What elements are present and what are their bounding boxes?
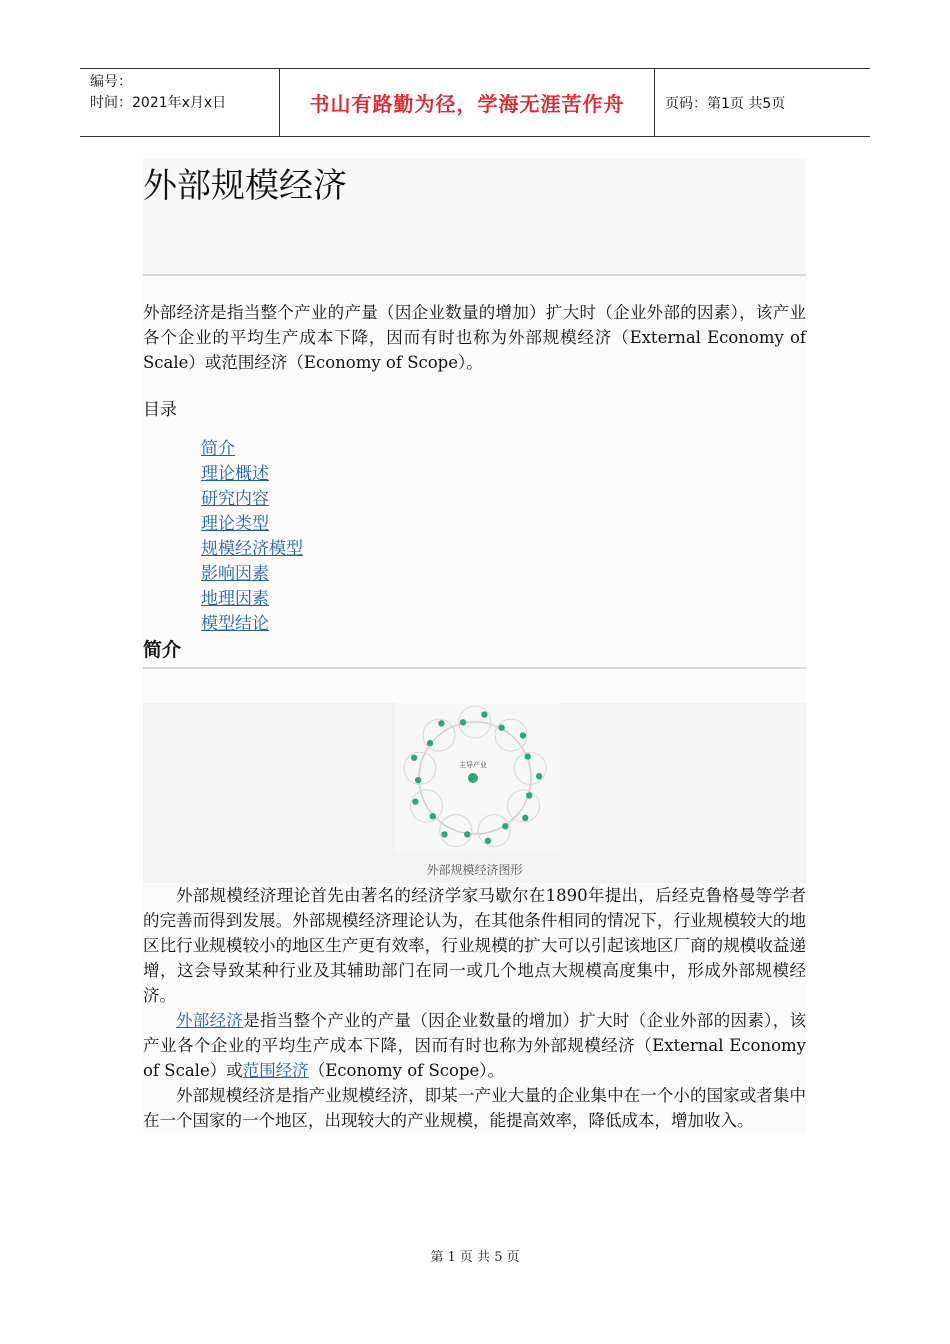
document-header — [80, 68, 870, 137]
paragraph-2-text-b: （Economy of Scope）。 — [308, 1061, 505, 1080]
time-label: 时间：2021年x月x日 — [90, 95, 227, 111]
cluster-node — [438, 720, 444, 726]
cluster-node — [502, 823, 508, 829]
toc-link-theory-overview[interactable]: 理论概述 — [201, 464, 269, 484]
cluster-node — [520, 732, 526, 738]
cluster-node — [464, 831, 470, 837]
figure-caption: 外部规模经济图形 — [426, 863, 523, 877]
cluster-node — [526, 792, 532, 798]
toc-item[interactable] — [201, 462, 806, 487]
toc-item[interactable] — [201, 537, 806, 562]
figure-center-label: 主导产业 — [459, 761, 487, 769]
cluster-node — [430, 813, 436, 819]
toc-link-research[interactable]: 研究内容 — [201, 489, 269, 509]
number-label: 编号： — [90, 74, 132, 90]
cluster-diagram-image — [395, 703, 560, 851]
link-economy-of-scope[interactable]: 范围经济 — [242, 1061, 309, 1080]
section-title: 简介 — [143, 637, 806, 669]
paragraph-3: 外部规模经济是指产业规模经济，即某一产业大量的企业集中在一个小的国家或者集中在一个国家的一个地区，出现较大的产业规模，能提高效率，降低成本，增加收入。 — [143, 1086, 806, 1130]
toc-item[interactable] — [201, 587, 806, 612]
section-text — [143, 883, 806, 1133]
toc-link-factors[interactable]: 影响因素 — [201, 564, 269, 584]
header-page-info: 页码：第1页 共5页 — [665, 95, 786, 112]
cluster-node — [411, 755, 417, 761]
page-footer: 第 1 页 共 5 页 — [430, 1250, 520, 1265]
cluster-node — [427, 740, 433, 746]
article-body — [143, 158, 806, 1133]
cluster-node — [412, 798, 418, 804]
table-of-contents — [201, 437, 806, 637]
header-motto: 书山有路勤为径，学海无涯苦作舟 — [280, 69, 655, 136]
page-title: 外部规模经济 — [143, 158, 806, 276]
cluster-diagram-svg — [395, 703, 560, 851]
link-external-economy[interactable]: 外部经济 — [176, 1011, 244, 1030]
toc-link-geography[interactable]: 地理因素 — [201, 589, 269, 609]
figure-block — [143, 703, 806, 883]
cluster-node — [415, 777, 421, 783]
cluster-node — [481, 711, 487, 717]
toc-item[interactable] — [201, 562, 806, 587]
toc-link-theory-types[interactable]: 理论类型 — [201, 514, 269, 534]
cluster-node — [522, 815, 528, 821]
cluster-node — [525, 753, 531, 759]
paragraph-2-text-a: 是指当整个产业的产量（因企业数量的增加）扩大时（企业外部的因素），该产业各个企业的平均生产成本下降，因而有时也称为外部规模经济（External Economy of Scale）或 — [143, 1011, 807, 1080]
toc-item[interactable] — [201, 512, 806, 537]
cluster-node — [536, 773, 542, 779]
toc-item[interactable] — [201, 612, 806, 637]
toc-item[interactable] — [201, 487, 806, 512]
cluster-node — [460, 719, 466, 725]
header-meta — [80, 69, 280, 136]
toc-link-conclusion[interactable]: 模型结论 — [201, 614, 269, 634]
toc-label: 目录 — [143, 400, 177, 420]
toc-link-intro[interactable]: 简介 — [201, 439, 235, 459]
paragraph-2 — [143, 1008, 806, 1083]
toc-link-model[interactable]: 规模经济模型 — [201, 539, 303, 559]
toc-item[interactable] — [201, 437, 806, 462]
paragraph-1: 外部规模经济理论首先由著名的经济学家马歇尔在1890年提出，后经克鲁格曼等学者的完善而得到发展。外部规模经济理论认为，在其他条件相同的情况下，行业规模较大的地区比行业规模较小的地区生产更有效率，行业规模的扩大可以引起该地区厂商的规模收益递增，这会导致某种行业及其辅助部门在同一或几个地点大规模高度集中，形成外部规模经济。 — [143, 886, 806, 1005]
cluster-node — [485, 838, 491, 844]
cluster-node — [498, 724, 504, 730]
intro-paragraph: 外部经济是指当整个产业的产量（因企业数量的增加）扩大时（企业外部的因素），该产业各个企业的平均生产成本下降，因而有时也称为外部规模经济（External Economy of Scale）或范围经济（Economy of Scope）。 — [143, 303, 806, 372]
cluster-node — [441, 831, 447, 837]
